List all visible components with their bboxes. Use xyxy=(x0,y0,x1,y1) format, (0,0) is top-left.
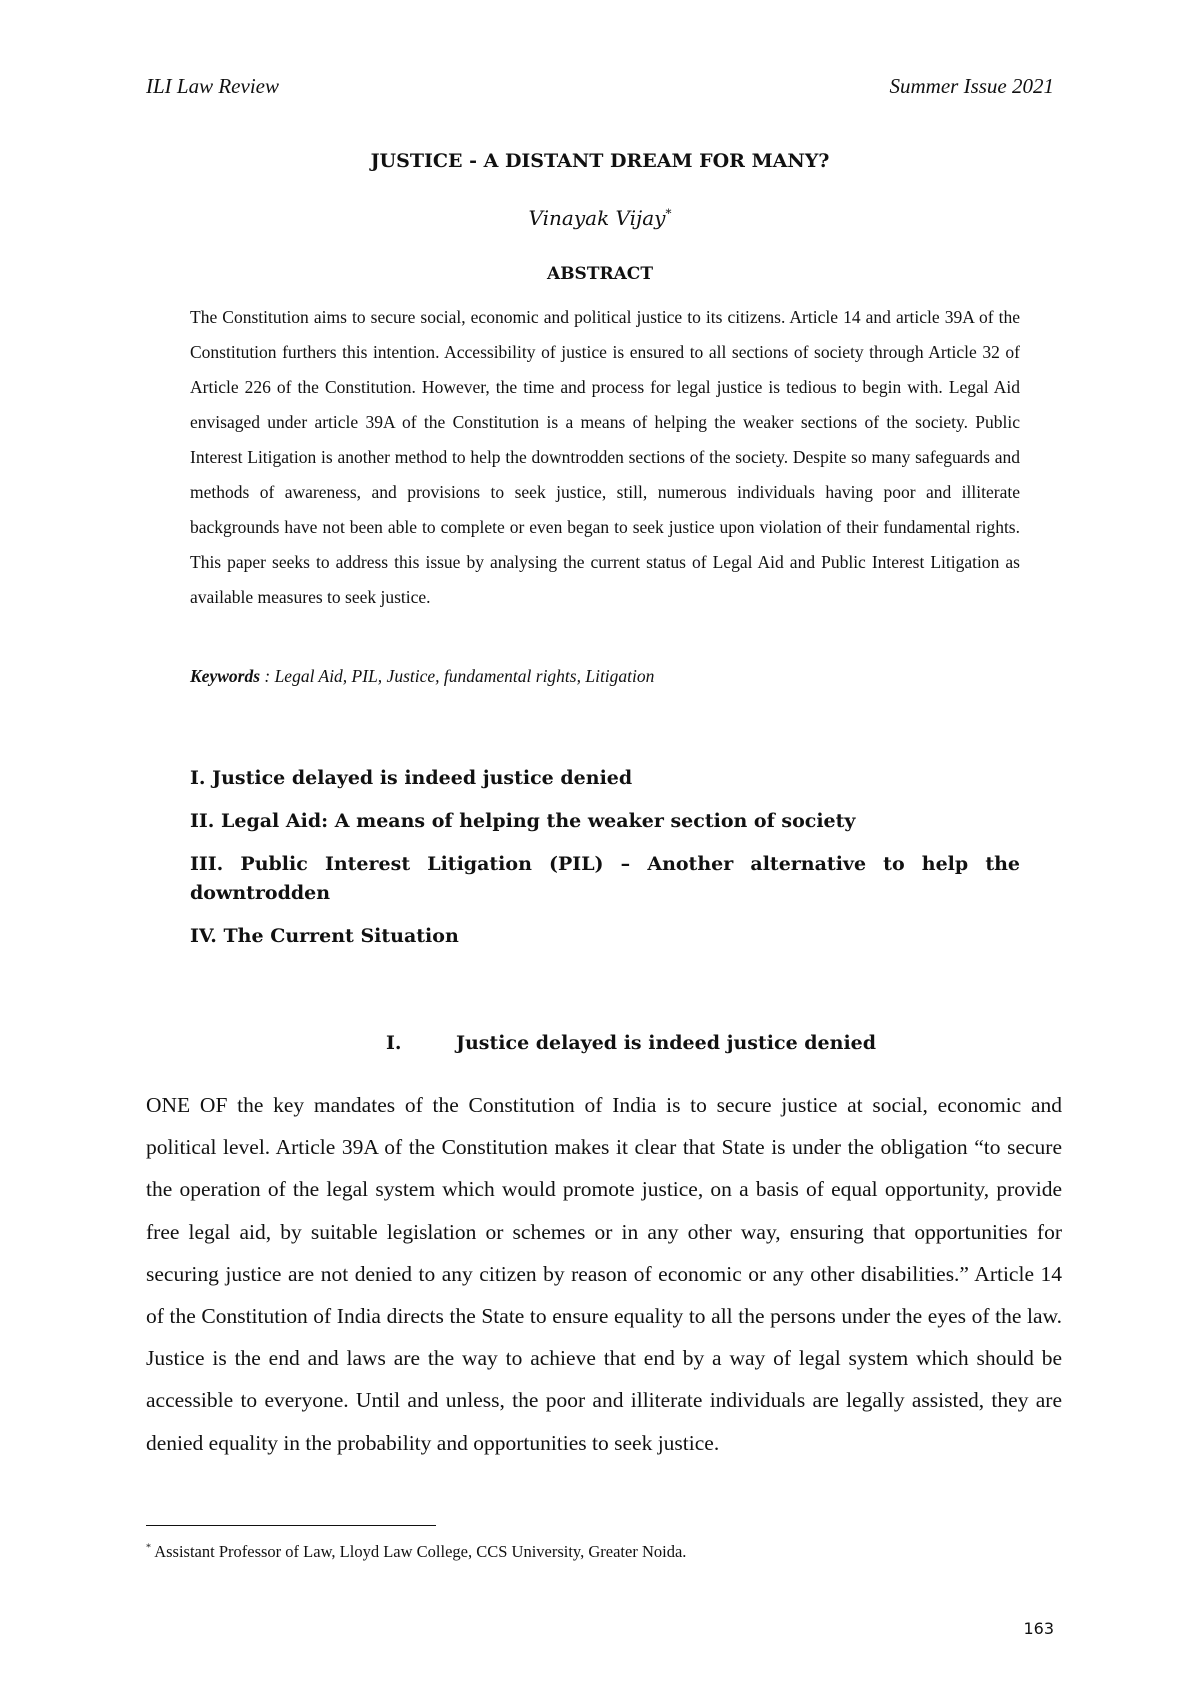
page-number: 163 xyxy=(1023,1619,1054,1638)
section-number: I. xyxy=(386,1032,402,1054)
toc-item: IV. The Current Situation xyxy=(190,925,459,947)
paper-title: JUSTICE - A DISTANT DREAM FOR MANY? xyxy=(370,150,830,172)
footnote-mark: * xyxy=(146,1542,151,1554)
footnote xyxy=(146,1542,1062,1562)
keywords-text: : Legal Aid, PIL, Justice, fundamental rights, Litigation xyxy=(260,666,655,686)
author-name: Vinayak Vijay xyxy=(528,206,666,230)
author-footnote-mark: * xyxy=(665,206,672,221)
toc-item: I. Justice delayed is indeed justice denied xyxy=(190,767,633,789)
keywords-label: Keywords xyxy=(190,666,260,686)
author-line xyxy=(0,206,1200,230)
section-title: Justice delayed is indeed justice denied xyxy=(456,1032,877,1054)
footnote-text: Assistant Professor of Law, Lloyd Law College, CCS University, Greater Noida. xyxy=(151,1542,687,1561)
section-body: ONE OF the key mandates of the Constitution of India is to secure justice at social, economic and political level. Article 39A of the Constitution makes it clear that State is under the obligation “to secure the operation of the legal system which would promote justice, on a basis of equal opportunity, provide free legal aid, by suitable legislation or schemes or in any other way, ensuring that opportunities for securing justice are not denied to any citizen by reason of economic or any other disabilities.” Article 14 of the Constitution of India directs the State to ensure equality to all the persons under the eyes of the law. Justice is the end and laws are the way to achieve that end by a way of legal system which should be accessible to everyone. Until and unless, the poor and illiterate individuals are legally assisted, they are denied equality in the probability and opportunities to seek justice. xyxy=(146,1093,1062,1455)
abstract-body: The Constitution aims to secure social, economic and political justice to its citizens. Article 14 and article 39A of the Constitution furthers this intention. Accessibility of justice is ensured to all sections of society through Article 32 of Article 226 of the Constitution. However, the time and process for legal justice is tedious to begin with. Legal Aid envisaged under article 39A of the Constitution is a means of helping the weaker sections of the society. Public Interest Litigation is another method to help the downtrodden sections of the society. Despite so many safeguards and methods of awareness, and provisions to seek justice, still, numerous individuals having poor and illiterate backgrounds have not been able to complete or even began to seek justice upon violation of their fundamental rights. This paper seeks to address this issue by analysing the current status of Legal Aid and Public Interest Litigation as available measures to seek justice. xyxy=(190,307,1020,607)
abstract-heading: ABSTRACT xyxy=(547,264,653,284)
footnote-divider xyxy=(146,1525,436,1526)
issue-label: Summer Issue 2021 xyxy=(889,74,1054,98)
table-of-contents xyxy=(190,764,1020,965)
keywords-line xyxy=(190,666,1020,687)
section-heading xyxy=(386,1032,1086,1054)
toc-item: III. Public Interest Litigation (PIL) – Another alternative to help the downtrodden xyxy=(190,853,1020,904)
journal-name: ILI Law Review xyxy=(146,74,279,98)
toc-item: II. Legal Aid: A means of helping the weaker section of society xyxy=(190,810,856,832)
